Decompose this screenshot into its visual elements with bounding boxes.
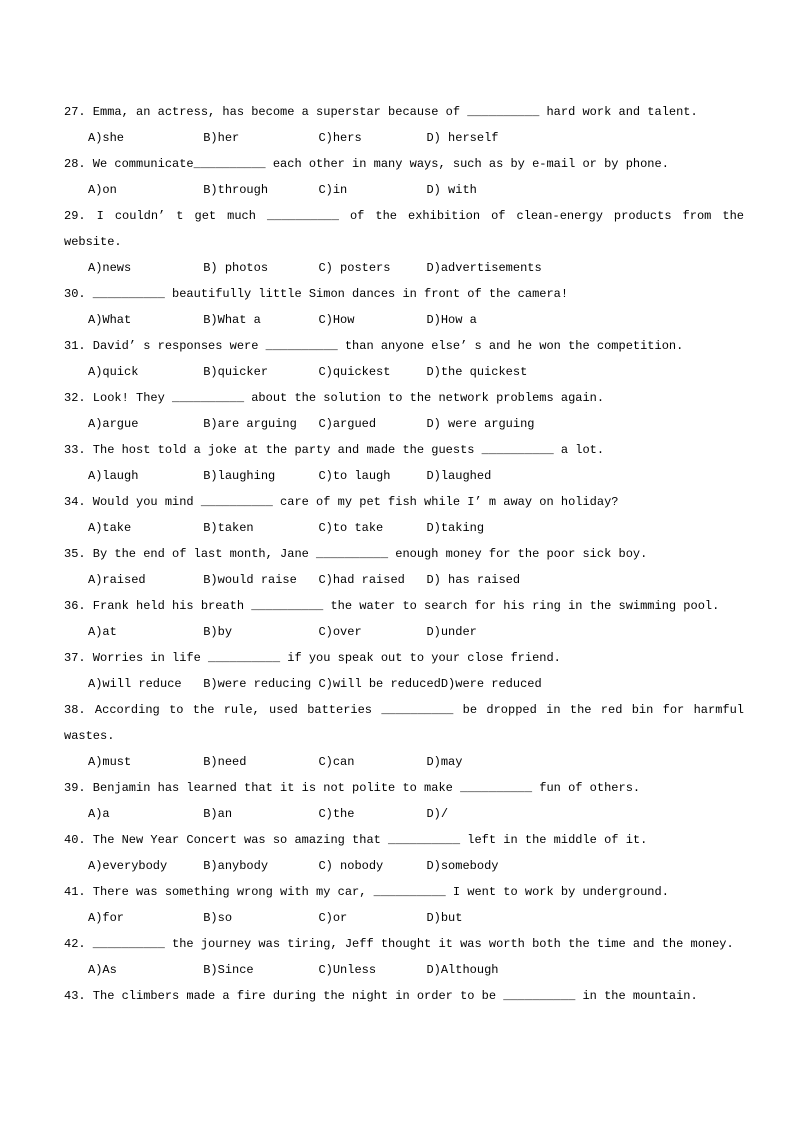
option-a: A)quick — [88, 365, 139, 379]
question-text: 34. Would you mind __________ care of my pet fish while I’ m away on holiday? — [64, 495, 619, 509]
question-text: 32. Look! They __________ about the solution to the network problems again. — [64, 391, 605, 405]
option-d: D)taking — [426, 521, 485, 535]
question-text: 27. Emma, an actress, has become a superstar because of __________ hard work and talent. — [64, 105, 698, 119]
option-c: C)over — [318, 625, 362, 639]
option-b: B)through — [203, 183, 269, 197]
option-b: B)her — [203, 131, 240, 145]
option-c: C)Unless — [318, 963, 377, 977]
option-c: C)hers — [318, 131, 362, 145]
option-a: A)a — [88, 807, 110, 821]
options-row — [64, 853, 744, 879]
question-block-35 — [64, 541, 744, 593]
question-text: 36. Frank held his breath __________ the water to search for his ring in the swimming pool. — [64, 599, 720, 613]
question-text: 39. Benjamin has learned that it is not polite to make __________ fun of others. — [64, 781, 641, 795]
option-b: B)taken — [203, 521, 254, 535]
option-d: D) with — [426, 183, 477, 197]
question-block-28 — [64, 151, 744, 203]
option-c: C)had raised — [318, 573, 405, 587]
option-d: D)somebody — [426, 859, 499, 873]
options-row — [64, 957, 744, 983]
option-d: D)under — [426, 625, 477, 639]
option-a: A)on — [88, 183, 117, 197]
option-c: C)argued — [318, 417, 377, 431]
options-row — [64, 749, 744, 775]
question-text: 40. The New Year Concert was so amazing that __________ left in the middle of it. — [64, 833, 648, 847]
question-block-43 — [64, 983, 744, 1009]
option-a: A)must — [88, 755, 132, 769]
option-c: C)in — [318, 183, 348, 197]
option-b: B)an — [203, 807, 233, 821]
option-c: C)will be reduced — [318, 677, 441, 691]
option-a: A)laugh — [88, 469, 139, 483]
question-text: 35. By the end of last month, Jane __________ enough money for the poor sick boy. — [64, 547, 648, 561]
option-c: C)the — [318, 807, 355, 821]
option-a: A)she — [88, 131, 125, 145]
option-d: D) were arguing — [426, 417, 535, 431]
question-block-34 — [64, 489, 744, 541]
options-row — [64, 567, 744, 593]
option-d: D) herself — [426, 131, 499, 145]
question-block-40 — [64, 827, 744, 879]
option-b: B)were reducing — [203, 677, 312, 691]
option-a: A)for — [88, 911, 125, 925]
question-text: 31. David’ s responses were __________ than anyone else’ s and he won the competition. — [64, 339, 684, 353]
question-text: 33. The host told a joke at the party and made the guests __________ a lot. — [64, 443, 605, 457]
question-text: 43. The climbers made a fire during the night in order to be __________ in the mountain. — [64, 989, 698, 1003]
question-block-33 — [64, 437, 744, 489]
options-row — [64, 671, 744, 697]
question-text: 42. __________ the journey was tiring, Jeff thought it was worth both the time and the money. — [64, 937, 734, 951]
option-b: B)quicker — [203, 365, 269, 379]
question-block-30 — [64, 281, 744, 333]
question-block-36 — [64, 593, 744, 645]
question-block-29 — [64, 203, 744, 281]
question-block-27 — [64, 99, 744, 151]
option-b: B)would raise — [203, 573, 297, 587]
options-row — [64, 125, 744, 151]
question-text: 28. We communicate__________ each other in many ways, such as by e-mail or by phone. — [64, 157, 669, 171]
option-d: D)How a — [426, 313, 477, 327]
option-d: D)the quickest — [426, 365, 528, 379]
option-a: A)will reduce — [88, 677, 182, 691]
option-c: C)quickest — [318, 365, 391, 379]
option-c: C)How — [318, 313, 355, 327]
option-d: D)were reduced — [440, 677, 542, 691]
options-row — [64, 177, 744, 203]
options-row — [64, 255, 744, 281]
question-block-32 — [64, 385, 744, 437]
option-d: D)/ — [426, 807, 449, 821]
option-d: D)may — [426, 755, 463, 769]
option-a: A)everybody — [88, 859, 168, 873]
option-c: C)to laugh — [318, 469, 391, 483]
question-text: 30. __________ beautifully little Simon dances in front of the camera! — [64, 287, 569, 301]
option-b: B)What a — [203, 313, 261, 327]
option-b: B)so — [203, 911, 233, 925]
option-d: D)but — [426, 911, 463, 925]
question-text: 37. Worries in life __________ if you speak out to your close friend. — [64, 651, 561, 665]
option-a: A)news — [88, 261, 132, 275]
options-row — [64, 463, 744, 489]
option-c: C) nobody — [318, 859, 384, 873]
question-block-38 — [64, 697, 744, 775]
options-row — [64, 801, 744, 827]
option-a: A)take — [88, 521, 132, 535]
option-b: B)Since — [203, 963, 254, 977]
option-b: B)anybody — [203, 859, 269, 873]
options-row — [64, 359, 744, 385]
option-d: D)advertisements — [426, 261, 542, 275]
option-b: B)are arguing — [203, 417, 297, 431]
question-block-31 — [64, 333, 744, 385]
options-row — [64, 619, 744, 645]
option-d: D)laughed — [426, 469, 492, 483]
options-row — [64, 411, 744, 437]
option-a: A)What — [88, 313, 132, 327]
question-text: 38. According to the rule, used batteries __________ be dropped in the red bin for harmful wastes. — [64, 703, 744, 743]
option-c: C)can — [318, 755, 355, 769]
question-block-39 — [64, 775, 744, 827]
question-text: 41. There was something wrong with my car, __________ I went to work by underground. — [64, 885, 669, 899]
question-block-42 — [64, 931, 744, 983]
question-text: 29. I couldn’ t get much __________ of the exhibition of clean-energy products from the website. — [64, 209, 744, 249]
option-b: B)need — [203, 755, 247, 769]
options-row — [64, 515, 744, 541]
question-block-41 — [64, 879, 744, 931]
option-b: B) photos — [203, 261, 269, 275]
options-row — [64, 307, 744, 333]
option-c: C) posters — [318, 261, 391, 275]
option-a: A)at — [88, 625, 117, 639]
option-b: B)laughing — [203, 469, 276, 483]
option-a: A)raised — [88, 573, 146, 587]
option-a: A)argue — [88, 417, 139, 431]
options-row — [64, 905, 744, 931]
option-d: D) has raised — [426, 573, 521, 587]
option-a: A)As — [88, 963, 117, 977]
option-d: D)Although — [426, 963, 499, 977]
option-c: C)to take — [318, 521, 384, 535]
question-block-37 — [64, 645, 744, 697]
option-b: B)by — [203, 625, 233, 639]
option-c: C)or — [318, 911, 348, 925]
